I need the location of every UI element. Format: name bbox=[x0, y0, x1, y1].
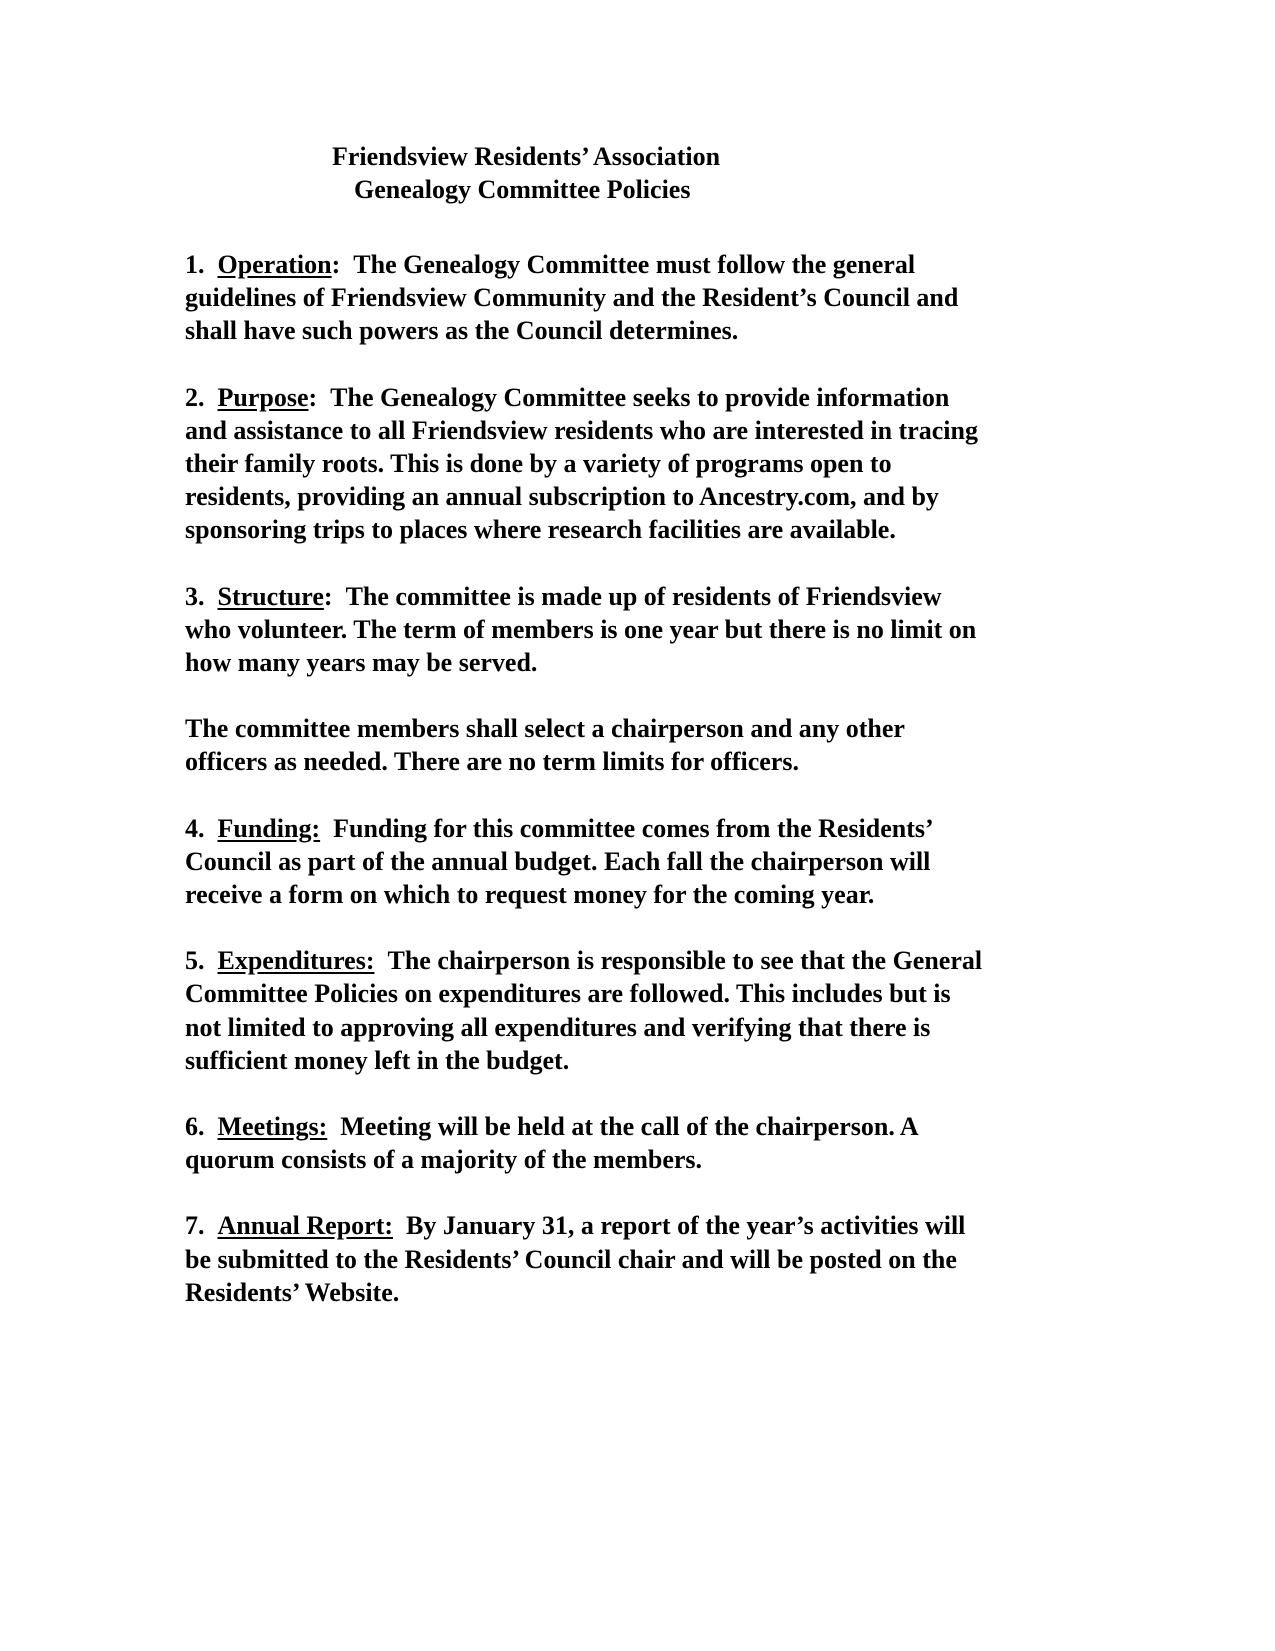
section-number: 3. bbox=[185, 581, 205, 611]
policy-section bbox=[185, 1110, 1085, 1176]
heading-colon: : bbox=[308, 382, 318, 412]
section-number: 1. bbox=[185, 250, 205, 279]
policy-line bbox=[185, 381, 1085, 414]
line-text: Meeting will be held at the call of the chairperson. A bbox=[340, 1112, 919, 1142]
policy-line bbox=[185, 646, 1085, 679]
policy-section bbox=[185, 381, 1085, 547]
policy-section bbox=[185, 580, 1085, 680]
section-number: 2. bbox=[185, 382, 205, 412]
policy-section bbox=[185, 712, 1085, 778]
line-text: receive a form on which to request money for the coming year. bbox=[185, 880, 875, 910]
line-text: shall have such powers as the Council determines. bbox=[185, 316, 739, 346]
line-text: their family roots. This is done by a variety of programs open to bbox=[185, 449, 892, 479]
line-text: The committee members shall select a chairperson and any other bbox=[185, 714, 905, 744]
line-text: guidelines of Friendsview Community and the Resident’s Council and bbox=[185, 283, 959, 313]
line-text: be submitted to the Residents’ Council chair and will be posted on the bbox=[185, 1244, 957, 1274]
line-text: sufficient money left in the budget. bbox=[185, 1045, 570, 1075]
section-number: 6. bbox=[185, 1112, 205, 1142]
policy-line bbox=[185, 1044, 1085, 1077]
policy-line bbox=[185, 613, 1085, 646]
line-text: who volunteer. The term of members is one year but there is no limit on bbox=[185, 614, 977, 644]
policy-section bbox=[185, 248, 1085, 348]
policy-line bbox=[185, 480, 1085, 513]
line-text: The Genealogy Committee seeks to provide information bbox=[330, 382, 950, 412]
line-text: The committee is made up of residents of Friendsview bbox=[345, 581, 942, 611]
section-number: 4. bbox=[185, 813, 205, 843]
line-text: Residents’ Website. bbox=[185, 1277, 400, 1307]
policy-line bbox=[185, 447, 1085, 480]
line-text: The Genealogy Committee must follow the general bbox=[353, 250, 916, 279]
line-text: The chairperson is responsible to see that the General bbox=[387, 946, 983, 976]
section-heading: Expenditures: bbox=[217, 946, 375, 976]
policy-line bbox=[185, 878, 1085, 911]
line-text: quorum consists of a majority of the members. bbox=[185, 1145, 703, 1175]
policy-section bbox=[185, 944, 1085, 1077]
policy-body bbox=[185, 248, 1085, 1342]
line-text: how many years may be served. bbox=[185, 648, 538, 678]
line-text: not limited to approving all expenditures and verifying that there is bbox=[185, 1012, 931, 1042]
section-number: 7. bbox=[185, 1211, 205, 1241]
title-line-committee: Genealogy Committee Policies bbox=[354, 175, 691, 204]
line-text: Council as part of the annual budget. Each fall the chairperson will bbox=[185, 846, 931, 876]
line-text: residents, providing an annual subscription to Ancestry.com, and by bbox=[185, 482, 939, 512]
policy-line bbox=[185, 977, 1085, 1010]
policy-line bbox=[185, 1243, 1085, 1276]
policy-line bbox=[185, 1011, 1085, 1044]
heading-colon: : bbox=[331, 250, 341, 279]
heading-colon: : bbox=[323, 581, 333, 611]
policy-line bbox=[185, 1209, 1085, 1242]
policy-line bbox=[185, 314, 1085, 347]
policy-line bbox=[185, 1143, 1085, 1176]
policy-line bbox=[185, 580, 1085, 613]
policy-line bbox=[185, 281, 1085, 314]
policy-line bbox=[185, 1276, 1085, 1309]
document-title bbox=[0, 140, 1275, 206]
policy-line bbox=[185, 745, 1085, 778]
policy-line bbox=[185, 513, 1085, 546]
section-heading: Operation bbox=[217, 250, 332, 279]
section-number: 5. bbox=[185, 946, 205, 976]
section-heading: Structure bbox=[217, 581, 324, 611]
line-text: Funding for this committee comes from the Residents’ bbox=[333, 813, 934, 843]
policy-line bbox=[185, 414, 1085, 447]
policy-line bbox=[185, 1110, 1085, 1143]
policy-line bbox=[185, 248, 1085, 281]
line-text: By January 31, a report of the year’s activities will bbox=[406, 1211, 966, 1241]
policy-section bbox=[185, 812, 1085, 912]
section-heading: Annual Report: bbox=[217, 1211, 394, 1241]
section-heading: Funding: bbox=[217, 813, 321, 843]
line-text: Committee Policies on expenditures are followed. This includes but is bbox=[185, 979, 951, 1009]
line-text: sponsoring trips to places where research facilities are available. bbox=[185, 515, 896, 545]
policy-line bbox=[185, 944, 1085, 977]
section-heading: Meetings: bbox=[217, 1112, 328, 1142]
policy-section bbox=[185, 1209, 1085, 1309]
line-text: and assistance to all Friendsview residents who are interested in tracing bbox=[185, 415, 978, 445]
title-line-organization: Friendsview Residents’ Association bbox=[332, 142, 721, 171]
policy-line bbox=[185, 812, 1085, 845]
line-text: officers as needed. There are no term limits for officers. bbox=[185, 747, 799, 777]
policy-line bbox=[185, 712, 1085, 745]
policy-line bbox=[185, 845, 1085, 878]
section-heading: Purpose bbox=[217, 382, 309, 412]
